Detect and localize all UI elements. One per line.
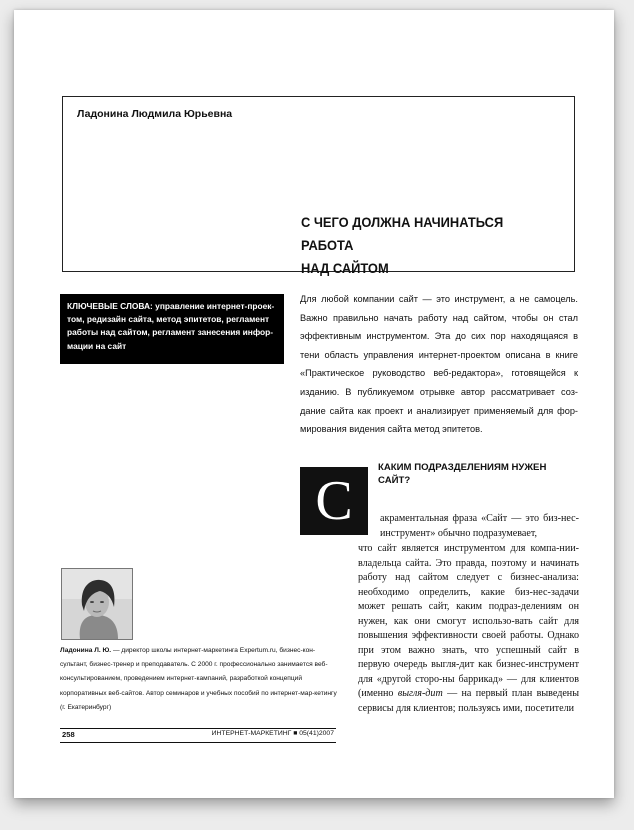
bio-name: Ладонина Л. Ю. [60, 647, 112, 654]
author-photo [61, 568, 133, 640]
author-bio [60, 644, 338, 715]
magazine-page [14, 10, 614, 798]
title-line-2: НАД САЙТОМ [301, 260, 389, 276]
section-heading: КАКИМ ПОДРАЗДЕЛЕНИЯМ НУЖЕН САЙТ? [378, 462, 547, 486]
drop-cap: С [300, 467, 368, 535]
body-text [358, 542, 579, 716]
page-number: 258 [62, 730, 75, 739]
author-name: Ладонина Людмила Юрьевна [77, 108, 233, 120]
bio-text: — директор школы интернет-маркетинга Expertum.ru, бизнес-кон-сультант, бизнес-тренер и преподаватель. С 2000 г. профессионально занимается веб-консультированием, проведением интернет-кампаний, разработкой концепций корпоративных веб-сайтов. Автор семинаров и учебных пособий по интернет-мар-кетингу (г. Екатеринбург) [60, 647, 337, 711]
author-portrait-image [62, 569, 132, 639]
article-header-box [62, 96, 575, 276]
body-text-first-lines: акраментальная фраза «Сайт — это биз-нес-инструмент» обычно подразумевает, [380, 513, 579, 539]
body-text-italic: выгля-дит [397, 688, 443, 699]
article-lead: Для любой компании сайт — это инструмент, а не самоцель. Важно правильно начать работу над сайтом, чтобы он стал эффективным инструментом. Эта до сих пор находящаяся в тени область управления интернет-проектом описана в книге «Практическое руководство веб-редактора», готовящейся к изданию. В публикуемом отрывке автор рассматривает соз-дание сайта как проект и анализирует применяемый для фор-мирования видения сайта метод эпитетов. [300, 294, 578, 435]
body-text-part-2: — на первый план выведены сервисы для клиентов; пользуясь ими, посетители [358, 688, 579, 714]
title-line-1: С ЧЕГО ДОЛЖНА НАЧИНАТЬСЯ РАБОТА [301, 214, 504, 253]
journal-issue: ИНТЕРНЕТ-МАРКЕТИНГ ■ 05(41)2007 [211, 730, 334, 737]
keywords-box: КЛЮЧЕВЫЕ СЛОВА: управление интернет-проек-том, редизайн сайта, метод эпитетов, регламент работы над сайтом, регламент занесения инфор-мации на сайт [60, 294, 284, 364]
page-footer [60, 728, 336, 743]
body-text-part-1: что сайт является инструментом для компа-нии-владельца сайта. Это правда, поэтому и начинать работу над сайтом следует с бизнес-анализа: необходимо определить, какие биз-нес-задачи может решать сайт, каким подраз-делениям он нужен, как они смогут использо-вать сайт для повышения эффективности своей работы. Однако при этом важно знать, что успешный сайт в первую очередь выгля-дит как бизнес-инструмент для «другой сторо-ны баррикад» — для клиентов (именно [358, 543, 579, 699]
article-title [301, 211, 548, 280]
